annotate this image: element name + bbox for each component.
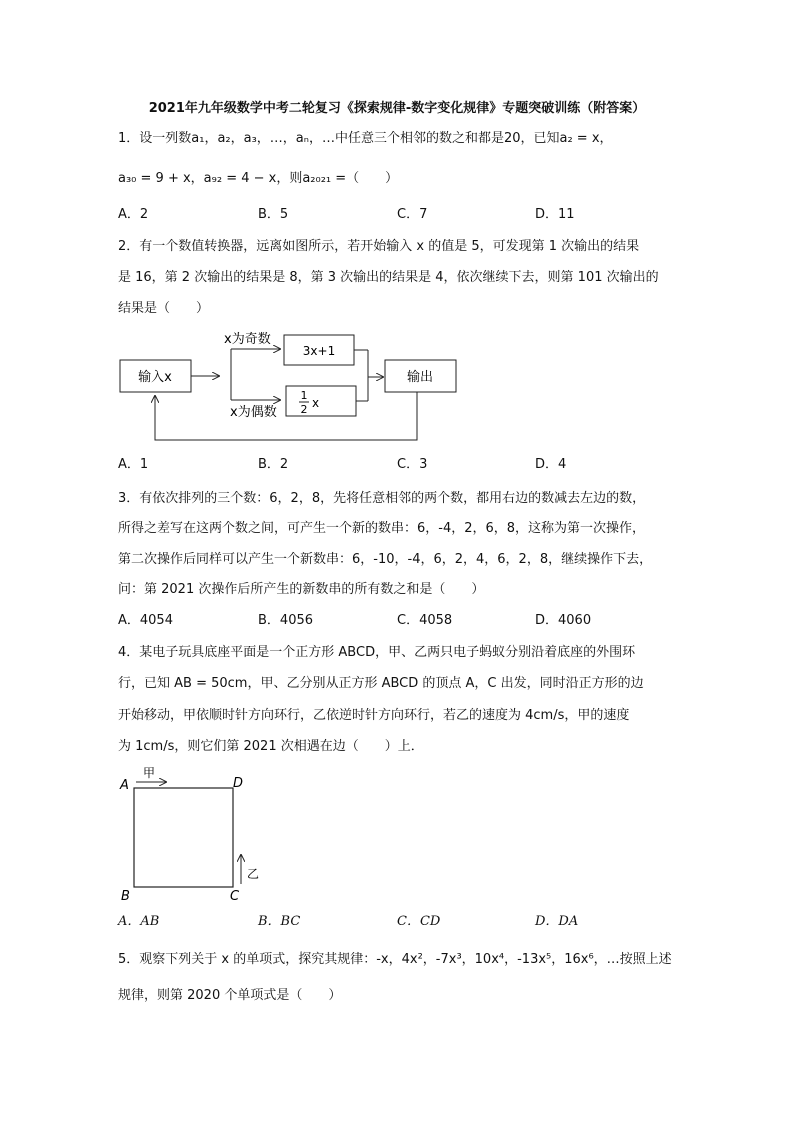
q4-line-1: 4．某电子玩具底座平面是一个正方形 ABCD，甲、乙两只电子蚂蚁分别沿着底座的外围环 bbox=[118, 645, 636, 660]
q1-option-d: D．11 bbox=[535, 207, 575, 222]
output-label: 输出 bbox=[406, 370, 434, 385]
input-label: 输入x bbox=[138, 370, 172, 385]
q4-line-4: 为 1cm/s，则它们第 2021 次相遇在边（ ）上． bbox=[118, 739, 424, 754]
odd-condition-label: x为奇数 bbox=[224, 332, 271, 347]
vertex-d: D bbox=[233, 776, 244, 791]
q4-line-3: 开始移动，甲依顺时针方向环行，乙依逆时针方向环行，若乙的速度为 4cm/s，甲的速度 bbox=[118, 708, 630, 723]
q2-option-b: B．2 bbox=[258, 457, 289, 472]
vertex-a: A bbox=[120, 778, 129, 793]
q1-option-c: C．7 bbox=[397, 207, 428, 222]
odd-formula: 3x+1 bbox=[302, 344, 336, 358]
q2-option-d: D．4 bbox=[535, 457, 567, 472]
q2-options bbox=[118, 455, 718, 475]
q3-line-3: 第二次操作后同样可以产生一个新数串：6，-10，-4，6，2，4，6，2，8，继续操作下去， bbox=[118, 552, 653, 567]
even-condition-label: x为偶数 bbox=[230, 405, 277, 420]
q3-line-1: 3．有依次排列的三个数：6，2，8，先将任意相邻的两个数，都用右边的数减去左边的数， bbox=[118, 491, 646, 506]
q2-line-2: 是 16，第 2 次输出的结果是 8，第 3 次输出的结果是 4，依次继续下去，则第 101 次输出的 bbox=[118, 270, 659, 285]
q1-line-1: 1．设一列数a₁，a₂，a₃，…，aₙ，…中任意三个相邻的数之和都是20，已知a₂ = x， bbox=[118, 131, 613, 146]
q2-option-a: A．1 bbox=[118, 457, 149, 472]
q3-options bbox=[118, 611, 718, 631]
q5-line-1: 5．观察下列关于 x 的单项式，探究其规律：-x，4x²，-7x³，10x⁴，-13x⁵，16x⁶，…按照上述 bbox=[118, 952, 672, 967]
vertex-b: B bbox=[121, 889, 130, 904]
q4-option-b: B．BC bbox=[258, 914, 301, 929]
q3-option-d: D．4060 bbox=[535, 613, 592, 628]
q4-options bbox=[118, 912, 718, 932]
even-formula-variable: x bbox=[312, 396, 320, 410]
q4-option-d: D．DA bbox=[535, 914, 579, 929]
q3-line-4: 问：第 2021 次操作后所产生的新数串的所有数之和是（ ） bbox=[118, 582, 485, 597]
q4-line-2: 行，已知 AB = 50cm，甲、乙分别从正方形 ABCD 的顶点 A，C 出发，同时沿正方形的边 bbox=[118, 676, 644, 691]
page-title: 2021年九年级数学中考二轮复习《探索规律-数字变化规律》专题突破训练（附答案） bbox=[148, 101, 646, 116]
q4-option-c: C．CD bbox=[397, 914, 441, 929]
q3-option-c: C．4058 bbox=[397, 613, 453, 628]
q2-line-1: 2．有一个数值转换器，远离如图所示，若开始输入 x 的值是 5，可发现第 1 次输出的结果 bbox=[118, 239, 640, 254]
q5-line-2: 规律，则第 2020 个单项式是（ ） bbox=[118, 988, 342, 1003]
vertex-c: C bbox=[230, 889, 240, 904]
even-formula-numerator: 1 bbox=[300, 389, 308, 402]
even-formula-box bbox=[286, 386, 356, 416]
q3-line-2: 所得之差写在这两个数之间，可产生一个新的数串：6，-4，2，6，8，这称为第一次操作， bbox=[118, 521, 646, 536]
ant-jia-label: 甲 bbox=[143, 766, 156, 780]
even-formula-denominator: 2 bbox=[300, 403, 308, 416]
q3-option-a: A．4054 bbox=[118, 613, 173, 628]
q2-line-3: 结果是（ ） bbox=[118, 301, 210, 316]
q1-line-2: a₃₀ = 9 + x，a₉₂ = 4 − x，则a₂₀₂₁ =（ ） bbox=[118, 171, 399, 186]
q1-option-a: A．2 bbox=[118, 207, 149, 222]
ant-yi-label: 乙 bbox=[247, 867, 260, 881]
q4-option-a: A．AB bbox=[118, 914, 160, 929]
q3-option-b: B．4056 bbox=[258, 613, 314, 628]
q1-option-b: B．5 bbox=[258, 207, 289, 222]
q2-option-c: C．3 bbox=[397, 457, 428, 472]
